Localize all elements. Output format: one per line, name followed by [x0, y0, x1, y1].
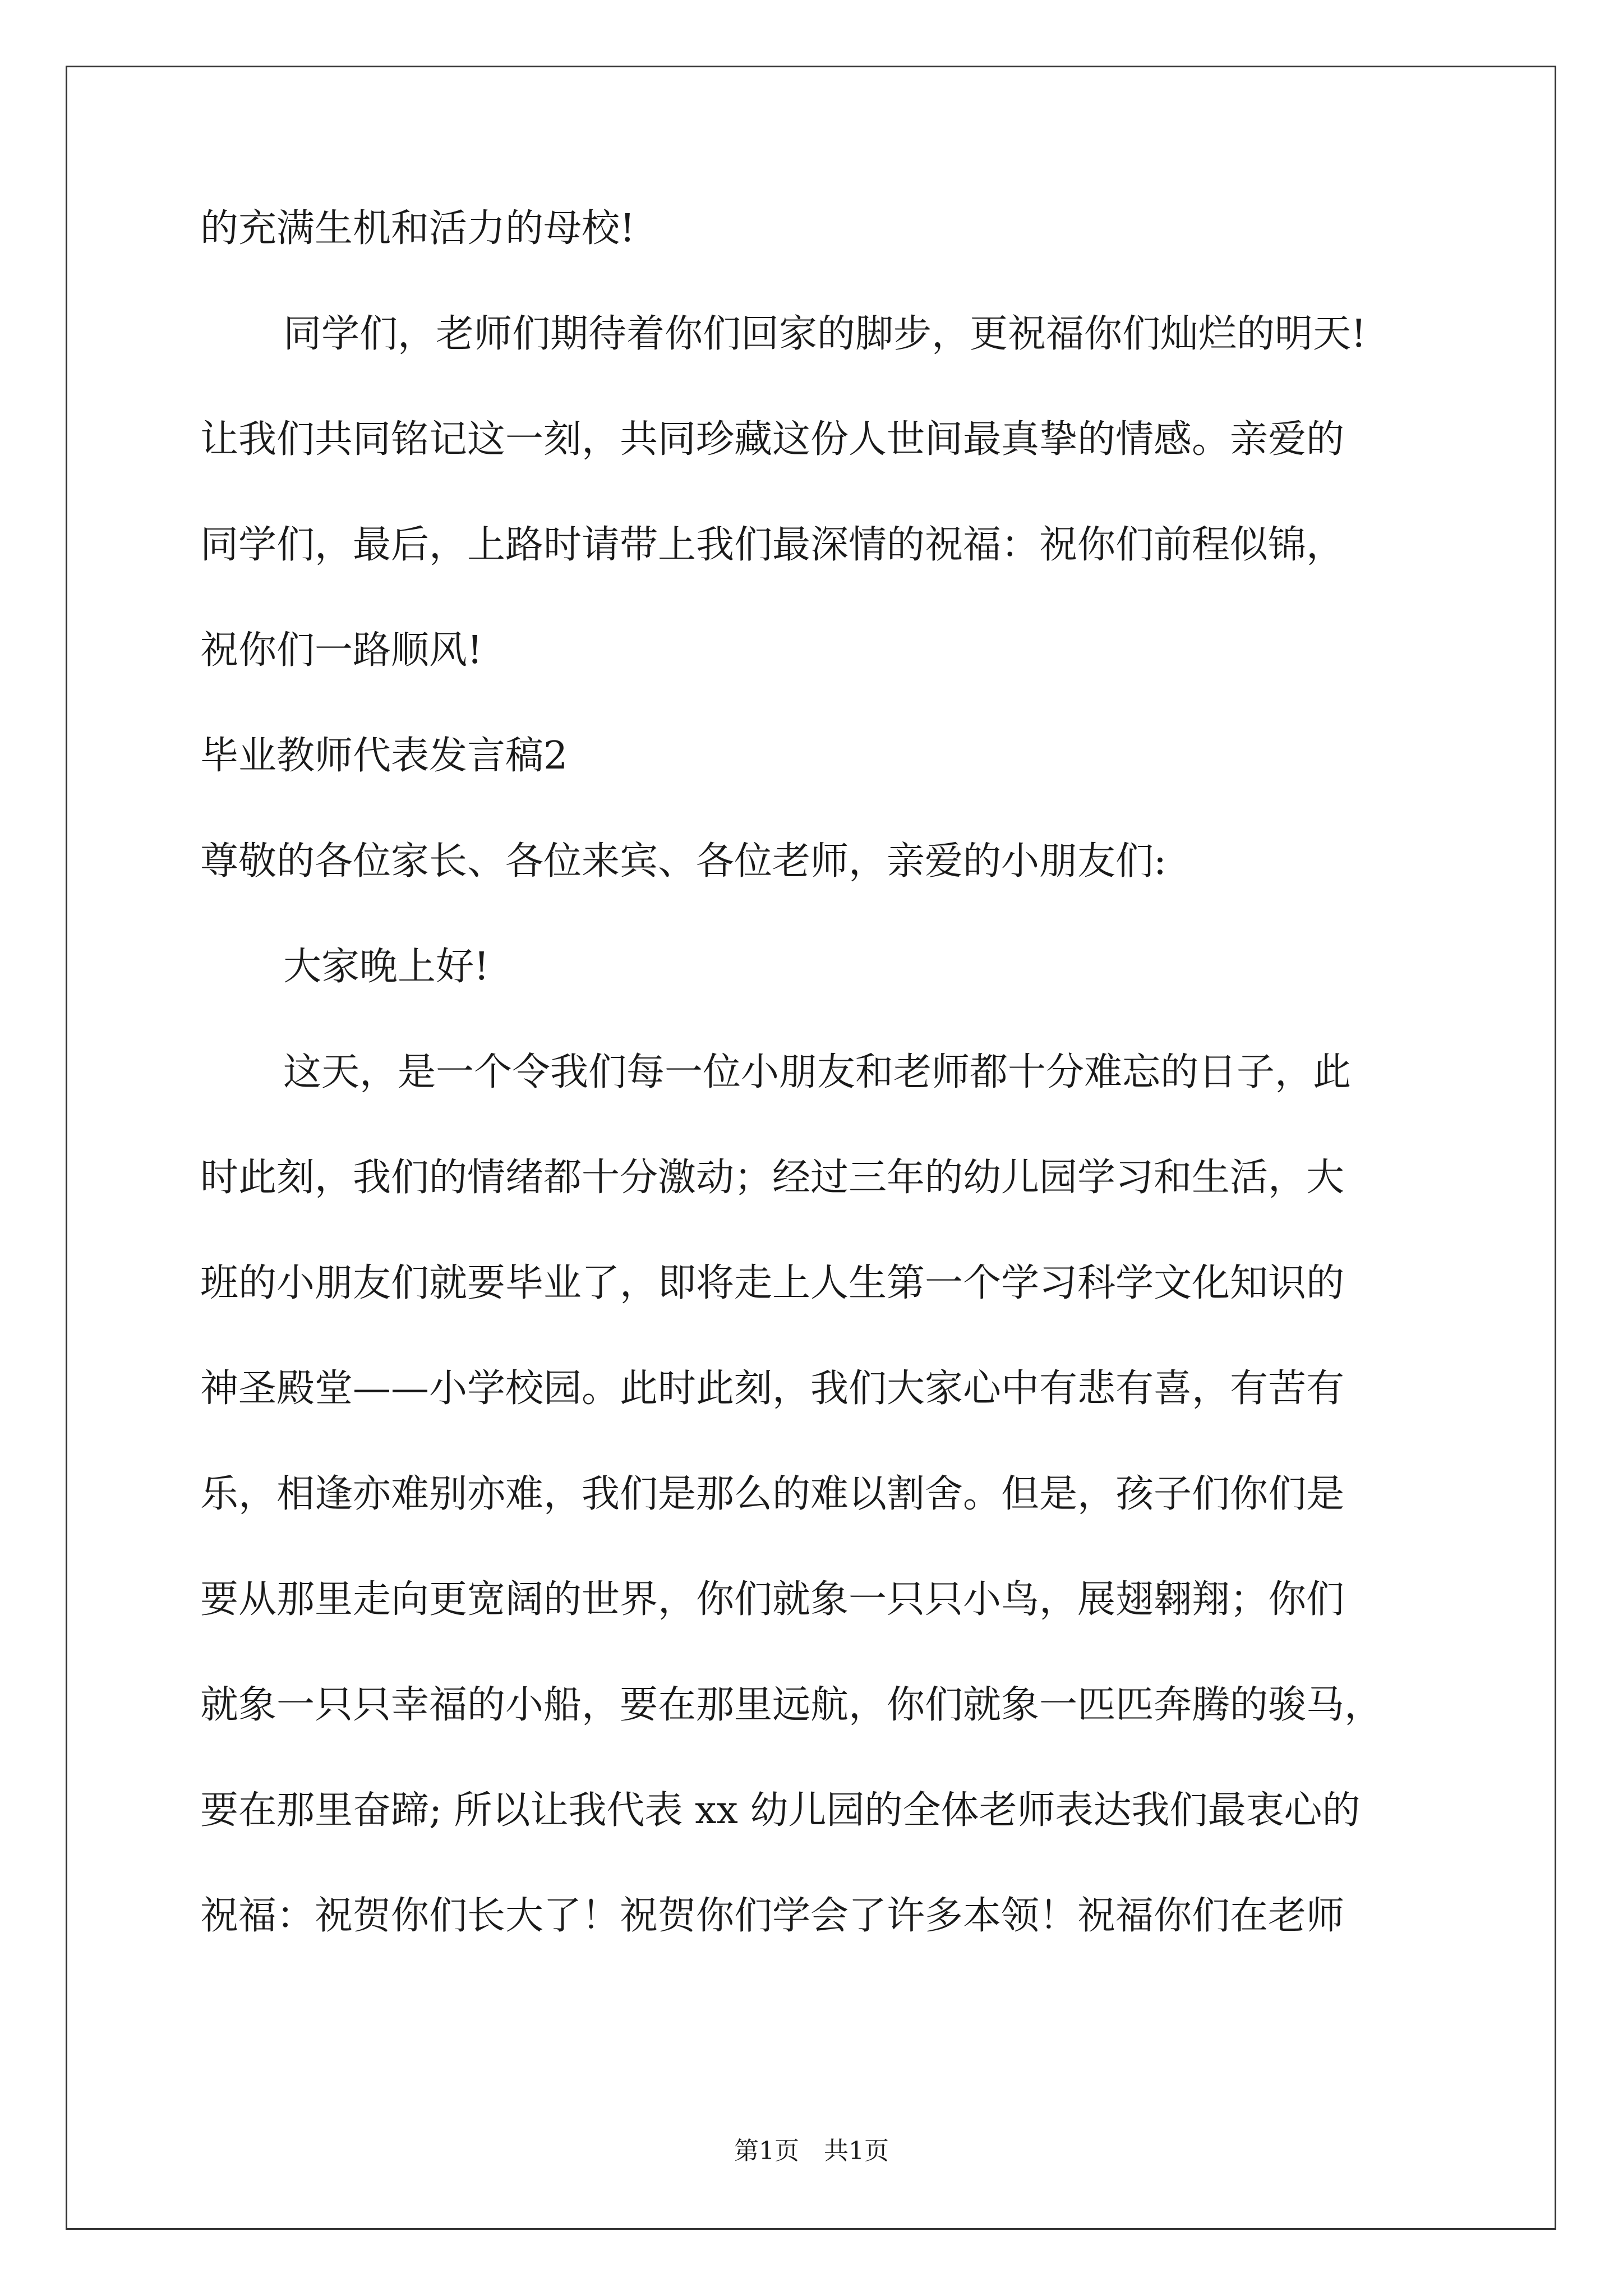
text-line: 祝福：祝贺你们长大了！祝贺你们学会了许多本领！祝福你们在老师: [200, 1894, 1345, 1938]
text-line: 让我们共同铭记这一刻，共同珍藏这份人世间最真挚的情感。亲爱的: [200, 417, 1345, 462]
page-total: 共1页: [824, 2137, 889, 2165]
text-line: 同学们，最后，上路时请带上我们最深情的祝福：祝你们前程似锦，: [200, 523, 1345, 567]
page-footer: [0, 2137, 1623, 2165]
text-line: 时此刻，我们的情绪都十分激动；经过三年的幼儿园学习和生活，大: [200, 1156, 1345, 1200]
page-number: 第1页: [734, 2137, 799, 2165]
text-line: 祝你们一路顺风!: [200, 628, 483, 673]
text-line: 乐，相逢亦难别亦难，我们是那么的难以割舍。但是，孩子们你们是: [200, 1472, 1345, 1516]
paragraph-line: 同学们，老师们期待着你们回家的脚步，更祝福你们灿烂的明天!: [283, 312, 1367, 356]
text-line: 班的小朋友们就要毕业了，即将走上人生第一个学习科学文化知识的: [200, 1261, 1345, 1305]
text-line: 要在那里奋蹄; 所以让我代表 xx 幼儿园的全体老师表达我们最衷心的: [200, 1788, 1361, 1833]
text-line: 神圣殿堂——小学校园。此时此刻，我们大家心中有悲有喜，有苦有: [200, 1366, 1345, 1411]
section-heading: 毕业教师代表发言稿2: [200, 734, 568, 778]
greeting: 大家晚上好!: [283, 945, 490, 989]
text-line: 要从那里走向更宽阔的世界，你们就象一只只小鸟，展翅翱翔；你们: [200, 1577, 1345, 1622]
text-line: 的充满生机和活力的母校!: [200, 206, 635, 251]
paragraph-line: 这天，是一个令我们每一位小朋友和老师都十分难忘的日子，此: [283, 1050, 1352, 1094]
text-line: 就象一只只幸福的小船，要在那里远航，你们就象一匹匹奔腾的骏马，: [200, 1683, 1383, 1727]
salutation: 尊敬的各位家长、各位来宾、各位老师，亲爱的小朋友们:: [200, 839, 1166, 884]
